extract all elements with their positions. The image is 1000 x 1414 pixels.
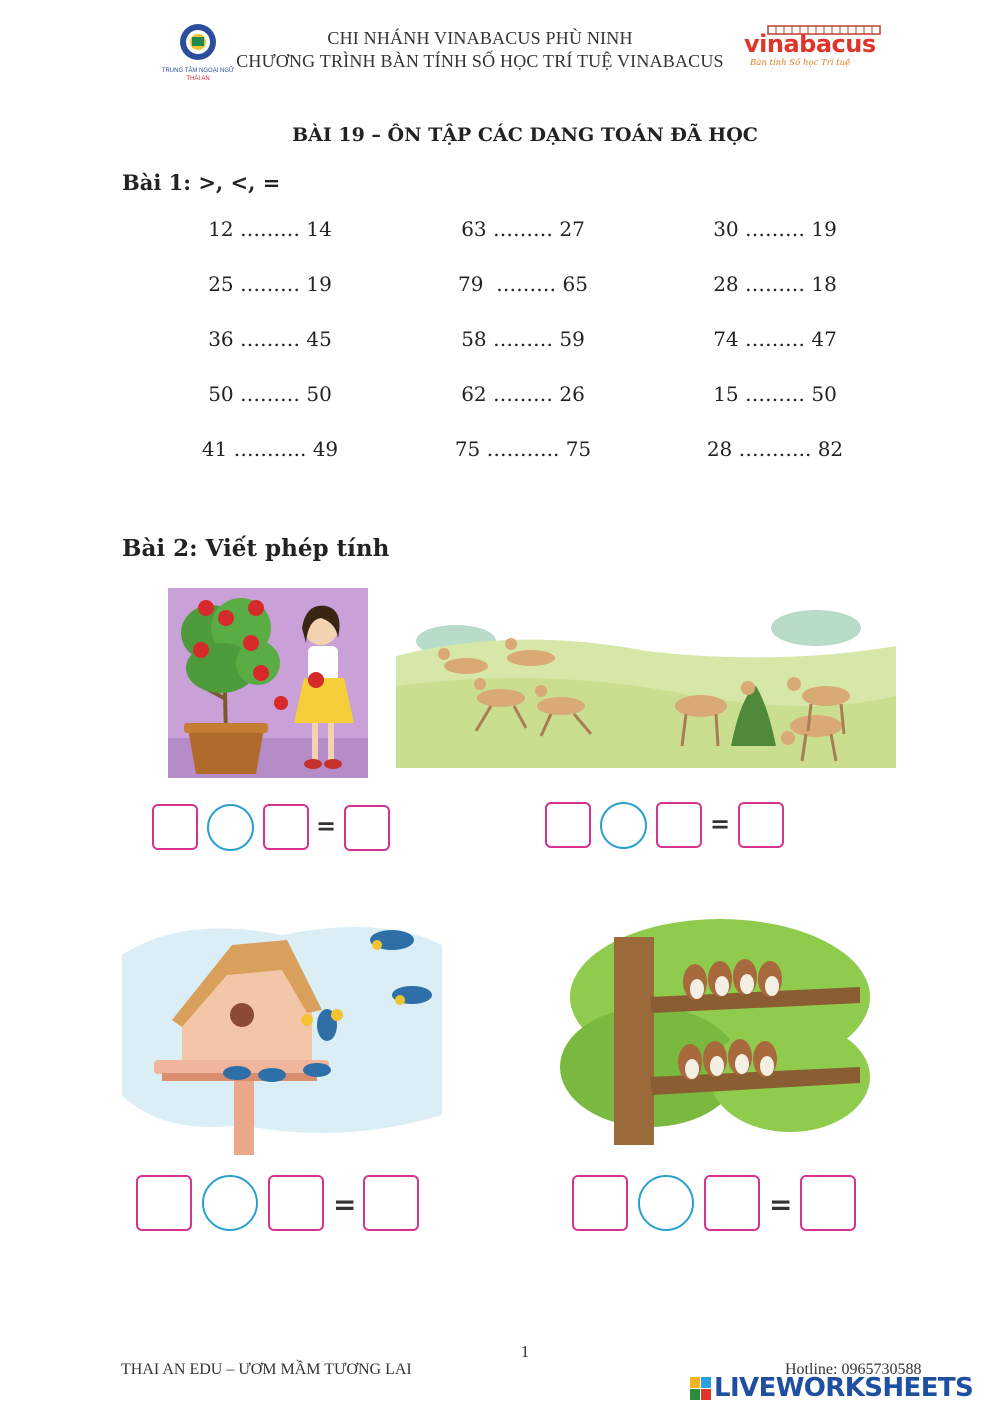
- compare-item: 15 ……… 50: [713, 382, 837, 406]
- footer-left: THAI AN EDU – ƯƠM MẦM TƯƠNG LAI: [121, 1361, 412, 1378]
- compare-item: 28 ……….. 82: [706, 437, 844, 461]
- thai-an-logo-text2: THÁI AN: [186, 76, 210, 82]
- equals-sign: =: [316, 812, 337, 840]
- header-line-2: CHƯƠNG TRÌNH BÀN TÍNH SỐ HỌC TRÍ TUỆ VINABACUS: [236, 51, 724, 71]
- equals-sign: =: [769, 1188, 793, 1221]
- compare-item: 62 ……… 26: [461, 382, 585, 406]
- compare-item: 28 ……… 18: [713, 272, 837, 296]
- compare-item: 75 ……….. 75: [454, 437, 592, 461]
- operator-circle[interactable]: [207, 804, 254, 851]
- compare-item: 50 ……… 50: [208, 382, 332, 406]
- liveworksheets-logo-icon: [690, 1377, 712, 1401]
- compare-item: 30 ……… 19: [713, 217, 837, 241]
- answer-box[interactable]: [738, 802, 784, 848]
- compare-item: 25 ……… 19: [208, 272, 332, 296]
- operator-circle[interactable]: [202, 1175, 258, 1231]
- compare-item: 79 ……… 65: [458, 272, 588, 296]
- deer-field-picture: [396, 606, 896, 768]
- exercise2-heading: Bài 2: Viết phép tính: [122, 535, 390, 562]
- liveworksheets-brand[interactable]: LIVEWORKSHEETS: [714, 1373, 974, 1403]
- thai-an-logo-text1: TRUNG TÂM NGOẠI NGỮ: [161, 68, 235, 74]
- compare-item: 41 ……….. 49: [201, 437, 339, 461]
- operator-circle[interactable]: [600, 802, 647, 849]
- header-line-1: CHI NHÁNH VINABACUS PHÙ NINH: [327, 28, 633, 48]
- answer-box[interactable]: [363, 1175, 419, 1231]
- birdhouse-picture: [122, 915, 442, 1155]
- equals-sign: =: [710, 810, 731, 838]
- answer-box[interactable]: [572, 1175, 628, 1231]
- answer-box[interactable]: [152, 804, 198, 850]
- answer-box[interactable]: [704, 1175, 760, 1231]
- compare-item: 12 ……… 14: [208, 217, 332, 241]
- answer-box[interactable]: [545, 802, 591, 848]
- girl-apple-tree-picture: [166, 588, 370, 786]
- vinabacus-logo-slogan: Bàn tính Số học Trí tuệ: [750, 58, 851, 68]
- vinabacus-logo-name: vinabacus: [744, 30, 876, 58]
- compare-item: 58 ……… 59: [461, 327, 585, 351]
- operator-circle[interactable]: [638, 1175, 694, 1231]
- answer-box[interactable]: [800, 1175, 856, 1231]
- answer-box[interactable]: [656, 802, 702, 848]
- answer-box[interactable]: [344, 805, 390, 851]
- compare-item: 36 ……… 45: [208, 327, 332, 351]
- page-title: BÀI 19 – ÔN TẬP CÁC DẠNG TOÁN ĐÃ HỌC: [292, 124, 758, 146]
- footer-hotline: Hotline: 0965730588: [785, 1361, 922, 1378]
- exercise1-heading: Bài 1: >, <, =: [122, 170, 281, 195]
- answer-box[interactable]: [263, 804, 309, 850]
- answer-box[interactable]: [136, 1175, 192, 1231]
- birds-on-tree-picture: [560, 917, 870, 1145]
- equals-sign: =: [333, 1188, 357, 1221]
- compare-item: 63 ……… 27: [461, 217, 585, 241]
- page-number: 1: [520, 1342, 530, 1361]
- compare-item: 74 ……… 47: [713, 327, 837, 351]
- answer-box[interactable]: [268, 1175, 324, 1231]
